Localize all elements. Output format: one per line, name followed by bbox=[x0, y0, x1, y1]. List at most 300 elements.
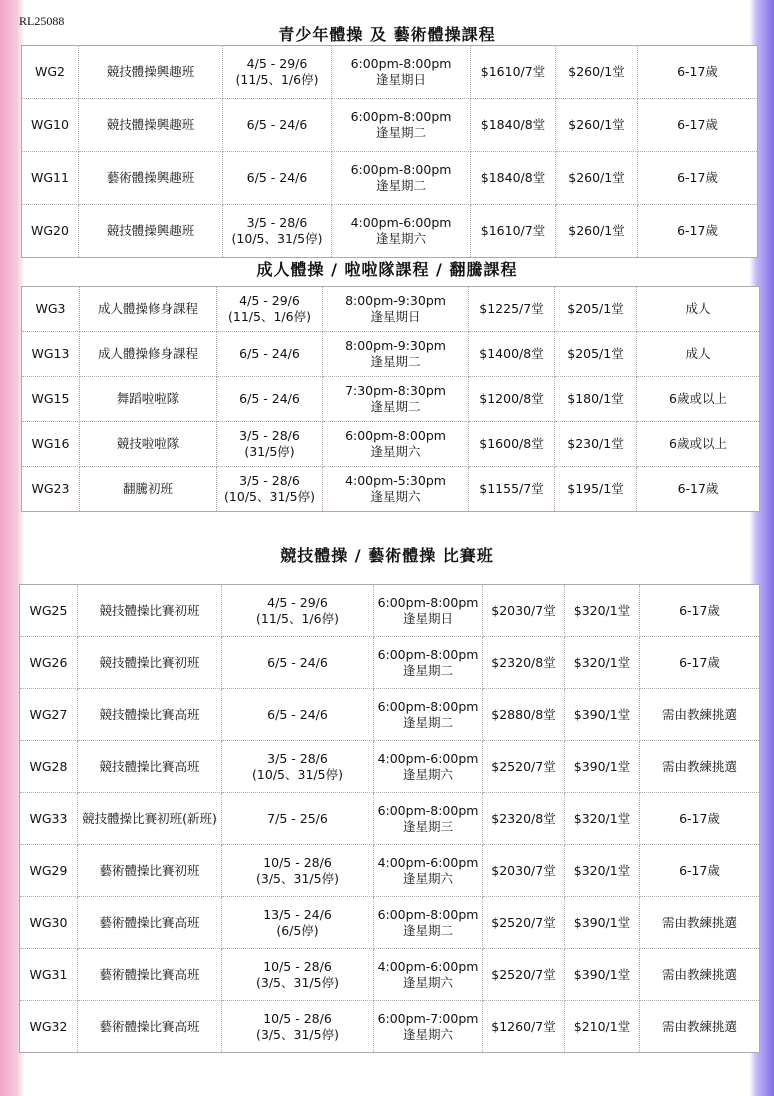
course-price-cell-price: $1610/7堂 bbox=[480, 64, 546, 79]
course-code-cell-code: WG28 bbox=[29, 758, 68, 774]
course-date-cell bbox=[217, 332, 323, 377]
course-price-cell-price: $2320/8堂 bbox=[491, 810, 556, 826]
course-date-cell-date2: (11/5、1/6停) bbox=[256, 610, 339, 626]
course-name-cell bbox=[78, 897, 222, 949]
course-per-lesson-cell bbox=[556, 46, 638, 99]
course-price-cell bbox=[483, 741, 565, 793]
course-age-cell-age: 6-17歲 bbox=[679, 654, 720, 670]
course-age-cell-age: 6-17歲 bbox=[677, 117, 718, 132]
course-code-cell bbox=[20, 897, 78, 949]
course-time-cell bbox=[332, 205, 471, 258]
course-age-cell bbox=[638, 205, 758, 258]
course-code-cell bbox=[20, 585, 78, 637]
course-per-lesson-cell bbox=[565, 845, 640, 897]
course-price-cell-price: $2030/7堂 bbox=[491, 862, 556, 878]
course-time-cell bbox=[323, 377, 469, 422]
course-date-cell bbox=[222, 689, 374, 741]
course-name-cell-name: 成人體操修身課程 bbox=[97, 346, 198, 361]
course-date-cell bbox=[222, 741, 374, 793]
course-date-cell-date2: (31/5停) bbox=[244, 444, 295, 459]
course-code-cell-code: WG20 bbox=[31, 223, 69, 238]
course-time-cell-day: 逢星期六 bbox=[375, 231, 426, 246]
course-code-cell bbox=[20, 793, 78, 845]
course-price-cell-price: $2320/8堂 bbox=[491, 654, 556, 670]
course-price-cell-price: $1840/8堂 bbox=[480, 117, 546, 132]
course-price-cell bbox=[469, 332, 555, 377]
course-per-lesson-cell-per: $195/1堂 bbox=[567, 481, 624, 496]
course-age-cell-age: 需由教練挑選 bbox=[661, 966, 737, 982]
course-price-cell-price: $1400/8堂 bbox=[479, 346, 544, 361]
course-age-cell bbox=[640, 1001, 760, 1053]
table-row bbox=[20, 689, 760, 741]
course-age-cell bbox=[637, 422, 760, 467]
course-date-cell-date1: 10/5 - 28/6 bbox=[263, 958, 332, 974]
course-date-cell bbox=[217, 377, 323, 422]
course-code-cell bbox=[20, 741, 78, 793]
course-date-cell bbox=[223, 152, 332, 205]
course-time-cell bbox=[374, 585, 483, 637]
course-date-cell-date1: 3/5 - 28/6 bbox=[246, 215, 308, 230]
course-time-cell-time: 7:30pm-8:30pm bbox=[345, 383, 446, 398]
course-name-cell bbox=[79, 205, 223, 258]
course-time-cell-time: 4:00pm-5:30pm bbox=[345, 473, 446, 488]
course-per-lesson-cell-per: $320/1堂 bbox=[573, 654, 631, 670]
course-price-cell-price: $2520/7堂 bbox=[491, 758, 556, 774]
course-code-cell-code: WG11 bbox=[31, 170, 69, 185]
course-time-cell-day: 逢星期六 bbox=[370, 444, 421, 459]
course-name-cell-name: 藝術體操比賽高班 bbox=[99, 1018, 200, 1034]
course-code-cell bbox=[22, 205, 79, 258]
course-price-cell bbox=[469, 422, 555, 467]
course-date-cell-date2: (3/5、31/5停) bbox=[256, 1026, 339, 1042]
table-row bbox=[22, 152, 758, 205]
course-age-cell bbox=[640, 741, 760, 793]
course-name-cell-name: 競技體操興趣班 bbox=[106, 223, 195, 238]
course-time-cell-day: 逢星期三 bbox=[402, 818, 453, 834]
course-age-cell-age: 6歲或以上 bbox=[669, 436, 727, 451]
course-price-cell-price: $1600/8堂 bbox=[479, 436, 544, 451]
course-per-lesson-cell-per: $260/1堂 bbox=[568, 64, 625, 79]
course-time-cell-day: 逢星期六 bbox=[402, 1026, 453, 1042]
competition-course-table bbox=[19, 584, 760, 1053]
course-age-cell bbox=[637, 467, 760, 512]
course-time-cell-time: 6:00pm-8:00pm bbox=[377, 594, 479, 610]
course-price-cell bbox=[483, 689, 565, 741]
section-title-competition: 競技體操 / 藝術體操 比賽班 bbox=[280, 546, 494, 565]
course-name-cell-name: 競技體操比賽高班 bbox=[99, 758, 200, 774]
course-age-cell bbox=[637, 377, 760, 422]
course-code-cell-code: WG33 bbox=[29, 810, 68, 826]
course-code-cell-code: WG15 bbox=[31, 391, 70, 406]
course-per-lesson-cell bbox=[565, 793, 640, 845]
course-date-cell-date2: (10/5、31/5停) bbox=[231, 231, 323, 246]
course-price-cell bbox=[483, 897, 565, 949]
course-price-cell-price: $2520/7堂 bbox=[491, 914, 556, 930]
course-date-cell-date1: 10/5 - 28/6 bbox=[263, 854, 332, 870]
course-name-cell bbox=[80, 332, 217, 377]
course-name-cell-name: 競技體操比賽初班 bbox=[99, 654, 200, 670]
course-time-cell bbox=[323, 332, 469, 377]
course-time-cell bbox=[332, 46, 471, 99]
course-code-cell bbox=[20, 845, 78, 897]
course-age-cell bbox=[638, 152, 758, 205]
course-per-lesson-cell bbox=[555, 467, 637, 512]
course-code-cell-code: WG25 bbox=[29, 602, 68, 618]
course-age-cell bbox=[637, 332, 760, 377]
course-age-cell bbox=[637, 287, 760, 332]
course-date-cell bbox=[217, 422, 323, 467]
course-time-cell-time: 4:00pm-6:00pm bbox=[377, 958, 479, 974]
course-code-cell bbox=[20, 689, 78, 741]
course-price-cell-price: $2030/7堂 bbox=[491, 602, 556, 618]
course-per-lesson-cell-per: $180/1堂 bbox=[567, 391, 624, 406]
document-code: RL25088 bbox=[19, 14, 65, 28]
course-time-cell-day: 逢星期二 bbox=[402, 922, 453, 938]
table-row bbox=[20, 793, 760, 845]
course-price-cell bbox=[483, 585, 565, 637]
course-age-cell bbox=[640, 585, 760, 637]
course-date-cell-date1: 13/5 - 24/6 bbox=[263, 906, 332, 922]
course-code-cell-code: WG16 bbox=[31, 436, 70, 451]
course-name-cell-name: 競技體操比賽初班(新班) bbox=[82, 810, 217, 826]
course-age-cell-age: 6-17歲 bbox=[679, 810, 720, 826]
course-per-lesson-cell bbox=[565, 637, 640, 689]
course-date-cell-date2: (11/5、1/6停) bbox=[235, 72, 319, 87]
course-code-cell-code: WG13 bbox=[31, 346, 70, 361]
course-per-lesson-cell bbox=[555, 287, 637, 332]
course-per-lesson-cell bbox=[565, 949, 640, 1001]
course-date-cell-date2: (3/5、31/5停) bbox=[256, 974, 339, 990]
course-time-cell bbox=[374, 689, 483, 741]
course-name-cell bbox=[80, 377, 217, 422]
course-per-lesson-cell bbox=[555, 332, 637, 377]
course-date-cell-date1: 6/5 - 24/6 bbox=[246, 170, 308, 185]
course-name-cell bbox=[79, 152, 223, 205]
course-price-cell bbox=[469, 467, 555, 512]
course-name-cell-name: 競技體操比賽高班 bbox=[99, 706, 200, 722]
course-time-cell-day: 逢星期二 bbox=[370, 354, 421, 369]
course-age-cell bbox=[640, 637, 760, 689]
course-name-cell-name: 舞蹈啦啦隊 bbox=[116, 391, 180, 406]
course-per-lesson-cell bbox=[555, 377, 637, 422]
course-time-cell-time: 6:00pm-8:00pm bbox=[377, 698, 479, 714]
course-price-cell bbox=[483, 1001, 565, 1053]
course-time-cell-time: 4:00pm-6:00pm bbox=[377, 854, 479, 870]
course-price-cell-price: $2880/8堂 bbox=[491, 706, 556, 722]
course-price-cell bbox=[471, 46, 556, 99]
course-name-cell bbox=[78, 689, 222, 741]
course-per-lesson-cell bbox=[565, 585, 640, 637]
course-per-lesson-cell-per: $260/1堂 bbox=[568, 223, 625, 238]
course-per-lesson-cell-per: $260/1堂 bbox=[568, 170, 625, 185]
course-name-cell bbox=[78, 585, 222, 637]
course-time-cell-day: 逢星期六 bbox=[402, 974, 453, 990]
course-time-cell bbox=[374, 845, 483, 897]
course-code-cell bbox=[22, 422, 80, 467]
course-name-cell bbox=[78, 793, 222, 845]
course-time-cell bbox=[374, 897, 483, 949]
course-time-cell bbox=[374, 949, 483, 1001]
course-time-cell-time: 4:00pm-6:00pm bbox=[377, 750, 479, 766]
course-date-cell-date1: 7/5 - 25/6 bbox=[267, 810, 328, 826]
course-date-cell bbox=[217, 287, 323, 332]
course-price-cell bbox=[471, 99, 556, 152]
course-time-cell-time: 6:00pm-8:00pm bbox=[350, 109, 452, 124]
course-price-cell bbox=[471, 205, 556, 258]
course-per-lesson-cell bbox=[556, 99, 638, 152]
table-row bbox=[20, 845, 760, 897]
course-price-cell-price: $1155/7堂 bbox=[479, 481, 544, 496]
course-age-cell-age: 需由教練挑選 bbox=[661, 1018, 737, 1034]
course-price-cell bbox=[471, 152, 556, 205]
course-time-cell-time: 6:00pm-7:00pm bbox=[377, 1010, 479, 1026]
course-code-cell bbox=[22, 46, 79, 99]
course-price-cell bbox=[483, 949, 565, 1001]
course-age-cell-age: 6-17歲 bbox=[679, 602, 720, 618]
course-age-cell-age: 6-17歲 bbox=[677, 64, 718, 79]
course-age-cell-age: 6-17歲 bbox=[677, 223, 718, 238]
course-per-lesson-cell-per: $260/1堂 bbox=[568, 117, 625, 132]
course-date-cell-date2: (6/5停) bbox=[276, 922, 319, 938]
course-name-cell-name: 藝術體操興趣班 bbox=[106, 170, 195, 185]
course-age-cell-age: 6歲或以上 bbox=[669, 391, 727, 406]
course-date-cell bbox=[223, 46, 332, 99]
course-date-cell-date1: 6/5 - 24/6 bbox=[239, 391, 300, 406]
adult-course-table bbox=[21, 286, 760, 512]
course-age-cell bbox=[640, 793, 760, 845]
course-per-lesson-cell-per: $390/1堂 bbox=[573, 966, 631, 982]
table-row bbox=[20, 637, 760, 689]
course-age-cell-age: 成人 bbox=[685, 301, 711, 316]
course-code-cell-code: WG29 bbox=[29, 862, 68, 878]
section-title-adult: 成人體操 / 啦啦隊課程 / 翻騰課程 bbox=[256, 260, 518, 279]
course-date-cell-date1: 3/5 - 28/6 bbox=[239, 473, 300, 488]
course-age-cell-age: 成人 bbox=[685, 346, 711, 361]
course-time-cell-time: 8:00pm-9:30pm bbox=[345, 338, 446, 353]
course-age-cell-age: 需由教練挑選 bbox=[661, 758, 737, 774]
youth-course-table bbox=[21, 45, 758, 258]
course-code-cell bbox=[20, 637, 78, 689]
course-code-cell bbox=[22, 467, 80, 512]
course-code-cell-code: WG30 bbox=[29, 914, 68, 930]
course-date-cell-date1: 4/5 - 29/6 bbox=[239, 293, 300, 308]
table-row bbox=[22, 287, 760, 332]
table-row bbox=[22, 205, 758, 258]
course-name-cell-name: 競技啦啦隊 bbox=[116, 436, 180, 451]
course-per-lesson-cell bbox=[556, 205, 638, 258]
course-time-cell-day: 逢星期六 bbox=[402, 766, 453, 782]
course-time-cell bbox=[374, 793, 483, 845]
course-age-cell bbox=[640, 845, 760, 897]
course-date-cell-date1: 4/5 - 29/6 bbox=[267, 594, 328, 610]
course-per-lesson-cell bbox=[565, 897, 640, 949]
course-name-cell-name: 競技體操興趣班 bbox=[106, 117, 195, 132]
course-per-lesson-cell-per: $205/1堂 bbox=[567, 301, 624, 316]
course-time-cell bbox=[332, 99, 471, 152]
course-price-cell bbox=[483, 793, 565, 845]
course-code-cell-code: WG3 bbox=[35, 301, 66, 316]
course-name-cell bbox=[79, 99, 223, 152]
course-per-lesson-cell bbox=[565, 741, 640, 793]
course-time-cell bbox=[323, 467, 469, 512]
course-price-cell-price: $1200/8堂 bbox=[479, 391, 544, 406]
course-date-cell bbox=[222, 949, 374, 1001]
course-age-cell-age: 6-17歲 bbox=[679, 862, 720, 878]
course-time-cell-day: 逢星期二 bbox=[402, 662, 453, 678]
course-name-cell bbox=[78, 845, 222, 897]
course-time-cell-time: 6:00pm-8:00pm bbox=[377, 906, 479, 922]
course-name-cell-name: 翻騰初班 bbox=[122, 481, 173, 496]
course-per-lesson-cell bbox=[565, 1001, 640, 1053]
course-time-cell-day: 逢星期日 bbox=[375, 72, 426, 87]
course-time-cell-day: 逢星期六 bbox=[370, 489, 421, 504]
course-price-cell bbox=[483, 845, 565, 897]
course-price-cell-price: $1610/7堂 bbox=[480, 223, 546, 238]
course-time-cell-time: 6:00pm-8:00pm bbox=[377, 646, 479, 662]
course-date-cell-date1: 6/5 - 24/6 bbox=[267, 654, 328, 670]
table-row bbox=[22, 99, 758, 152]
course-date-cell-date1: 4/5 - 29/6 bbox=[246, 56, 308, 71]
course-code-cell bbox=[22, 377, 80, 422]
course-name-cell bbox=[78, 1001, 222, 1053]
course-code-cell bbox=[22, 287, 80, 332]
course-date-cell bbox=[222, 1001, 374, 1053]
course-code-cell-code: WG32 bbox=[29, 1018, 68, 1034]
course-time-cell bbox=[374, 1001, 483, 1053]
table-row bbox=[20, 897, 760, 949]
course-date-cell-date1: 3/5 - 28/6 bbox=[239, 428, 300, 443]
course-per-lesson-cell-per: $230/1堂 bbox=[567, 436, 624, 451]
course-date-cell-date2: (10/5、31/5停) bbox=[224, 489, 315, 504]
course-date-cell bbox=[222, 845, 374, 897]
course-name-cell-name: 藝術體操比賽初班 bbox=[99, 862, 200, 878]
course-date-cell bbox=[223, 205, 332, 258]
course-time-cell-day: 逢星期二 bbox=[370, 399, 421, 414]
table-row bbox=[22, 332, 760, 377]
course-per-lesson-cell-per: $320/1堂 bbox=[573, 602, 631, 618]
course-name-cell bbox=[80, 467, 217, 512]
course-date-cell-date1: 6/5 - 24/6 bbox=[267, 706, 328, 722]
course-time-cell-day: 逢星期日 bbox=[402, 610, 453, 626]
course-date-cell bbox=[222, 793, 374, 845]
course-name-cell bbox=[78, 949, 222, 1001]
course-time-cell-time: 6:00pm-8:00pm bbox=[350, 56, 452, 71]
table-row bbox=[20, 949, 760, 1001]
course-time-cell bbox=[374, 741, 483, 793]
course-code-cell-code: WG23 bbox=[31, 481, 70, 496]
course-per-lesson-cell-per: $390/1堂 bbox=[573, 706, 631, 722]
course-age-cell bbox=[640, 897, 760, 949]
course-per-lesson-cell-per: $205/1堂 bbox=[567, 346, 624, 361]
course-time-cell-day: 逢星期二 bbox=[375, 125, 426, 140]
course-time-cell bbox=[374, 637, 483, 689]
course-age-cell bbox=[640, 689, 760, 741]
course-name-cell-name: 藝術體操比賽高班 bbox=[99, 914, 200, 930]
course-price-cell-price: $1260/7堂 bbox=[491, 1018, 556, 1034]
course-time-cell-time: 6:00pm-8:00pm bbox=[377, 802, 479, 818]
course-price-cell bbox=[469, 377, 555, 422]
course-per-lesson-cell-per: $320/1堂 bbox=[573, 810, 631, 826]
course-price-cell-price: $1840/8堂 bbox=[480, 170, 546, 185]
course-age-cell bbox=[640, 949, 760, 1001]
course-time-cell-day: 逢星期二 bbox=[375, 178, 426, 193]
course-code-cell-code: WG27 bbox=[29, 706, 68, 722]
table-row bbox=[22, 377, 760, 422]
course-time-cell-time: 6:00pm-8:00pm bbox=[350, 162, 452, 177]
course-code-cell-code: WG10 bbox=[31, 117, 69, 132]
course-name-cell-name: 競技體操興趣班 bbox=[106, 64, 195, 79]
course-name-cell bbox=[78, 741, 222, 793]
section-title-youth: 青少年體操 及 藝術體操課程 bbox=[278, 25, 496, 44]
course-per-lesson-cell bbox=[556, 152, 638, 205]
course-date-cell-date2: (3/5、31/5停) bbox=[256, 870, 339, 886]
course-price-cell bbox=[469, 287, 555, 332]
course-date-cell-date2: (10/5、31/5停) bbox=[252, 766, 343, 782]
course-name-cell-name: 競技體操比賽初班 bbox=[99, 602, 200, 618]
course-date-cell bbox=[222, 897, 374, 949]
table-row bbox=[22, 467, 760, 512]
table-row bbox=[20, 585, 760, 637]
course-per-lesson-cell bbox=[555, 422, 637, 467]
course-time-cell-day: 逢星期二 bbox=[402, 714, 453, 730]
course-name-cell-name: 藝術體操比賽高班 bbox=[99, 966, 200, 982]
course-name-cell bbox=[79, 46, 223, 99]
course-code-cell-code: WG2 bbox=[35, 64, 65, 79]
course-code-cell-code: WG26 bbox=[29, 654, 68, 670]
course-date-cell-date2: (11/5、1/6停) bbox=[228, 309, 311, 324]
course-date-cell bbox=[217, 467, 323, 512]
course-time-cell-day: 逢星期六 bbox=[402, 870, 453, 886]
course-name-cell bbox=[80, 287, 217, 332]
course-date-cell bbox=[222, 585, 374, 637]
course-name-cell bbox=[80, 422, 217, 467]
course-price-cell-price: $1225/7堂 bbox=[479, 301, 544, 316]
course-time-cell-time: 8:00pm-9:30pm bbox=[345, 293, 446, 308]
course-date-cell-date1: 6/5 - 24/6 bbox=[246, 117, 308, 132]
table-row bbox=[22, 422, 760, 467]
course-code-cell bbox=[22, 152, 79, 205]
course-date-cell bbox=[223, 99, 332, 152]
course-age-cell-age: 需由教練挑選 bbox=[661, 914, 737, 930]
table-row bbox=[22, 46, 758, 99]
course-code-cell-code: WG31 bbox=[29, 966, 68, 982]
table-row bbox=[20, 1001, 760, 1053]
course-price-cell bbox=[483, 637, 565, 689]
course-age-cell-age: 6-17歲 bbox=[677, 170, 718, 185]
course-name-cell-name: 成人體操修身課程 bbox=[97, 301, 198, 316]
course-per-lesson-cell-per: $320/1堂 bbox=[573, 862, 631, 878]
course-date-cell-date1: 10/5 - 28/6 bbox=[263, 1010, 332, 1026]
course-code-cell bbox=[20, 1001, 78, 1053]
course-age-cell bbox=[638, 99, 758, 152]
course-age-cell-age: 需由教練挑選 bbox=[661, 706, 737, 722]
course-per-lesson-cell-per: $210/1堂 bbox=[573, 1018, 631, 1034]
course-code-cell bbox=[20, 949, 78, 1001]
course-time-cell-day: 逢星期日 bbox=[370, 309, 421, 324]
course-date-cell bbox=[222, 637, 374, 689]
course-age-cell-age: 6-17歲 bbox=[677, 481, 719, 496]
course-time-cell-time: 4:00pm-6:00pm bbox=[350, 215, 452, 230]
course-date-cell-date1: 6/5 - 24/6 bbox=[239, 346, 300, 361]
course-code-cell bbox=[22, 99, 79, 152]
course-date-cell-date1: 3/5 - 28/6 bbox=[267, 750, 328, 766]
course-time-cell bbox=[332, 152, 471, 205]
course-time-cell bbox=[323, 422, 469, 467]
course-per-lesson-cell-per: $390/1堂 bbox=[573, 914, 631, 930]
course-time-cell bbox=[323, 287, 469, 332]
course-per-lesson-cell-per: $390/1堂 bbox=[573, 758, 631, 774]
course-age-cell bbox=[638, 46, 758, 99]
